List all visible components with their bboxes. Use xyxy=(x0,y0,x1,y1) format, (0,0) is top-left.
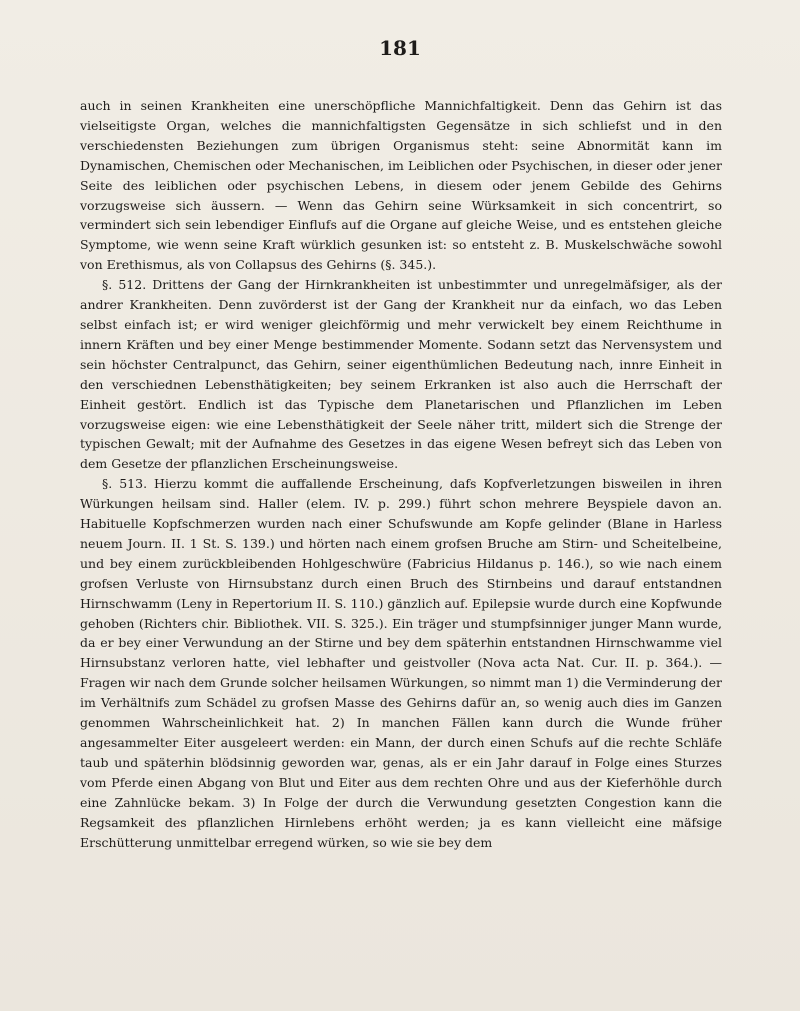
paragraph-section-512: §. 512. Drittens der Gang der Hirnkrankheiten ist unbestimmter und unregelmäfsiger, als der andrer Krankheiten. Denn zuvörderst ist der Gang der Krankheit nur da einfach, wo das Leben selbst einfach ist; er wird weniger gleichförmig und mehr verwickelt bey einem Reichthume in innern Kräften und bey einer Menge bestimmender Momente. Sodann setzt das Nervensystem und sein höchster Centralpunct, das Gehirn, seiner eigenthümlichen Bedeutung nach, innre Einheit in den verschiednen Lebensthätigkeiten; bey seinem Erkranken ist also auch die Herrschaft der Einheit gestört. Endlich ist das Typische dem Planetarischen und Pflanzlichen im Leben vorzugsweise eigen: wie eine Lebensthätigkeit der Seele näher tritt, mildert sich die Strenge der typischen Gewalt; mit der Aufnahme des Gesetzes in das eigene Wesen befreyt sich das Leben von dem Gesetze der pflanzlichen Erscheinungsweise. xyxy=(80,277,722,472)
body-text xyxy=(80,96,722,852)
page-number: 181 xyxy=(379,36,421,60)
paragraph-section-513: §. 513. Hierzu kommt die auffallende Erscheinung, dafs Kopfverletzungen bisweilen in ihren Würkungen heilsam sind. Haller (elem. IV. p. 299.) führt schon mehrere Beyspiele davon an. Habituelle Kopfschmerzen wurden nach einer Schufswunde am Kopfe gelinder (Blane in Harless neuem Journ. II. 1 St. S. 139.) und hörten nach einem grofsen Bruche am Stirn- und Scheitelbeine, und bey einem zurückbleibenden Hohlgeschwüre (Fabricius Hildanus p. 146.), so wie nach einem grofsen Verluste von Hirnsubstanz durch einen Bruch des Stirnbeins und darauf entstandnen Hirnschwamm (Leny in Repertorium II. S. 110.) gänzlich auf. Epilepsie wurde durch eine Kopfwunde gehoben (Richters chir. Bibliothek. VII. S. 325.). Ein träger und stumpfsinniger junger Mann wurde, da er bey einer Verwundung an der Stirne und bey dem späterhin entstandnen Hirnschwamme viel Hirnsubstanz verloren hatte, viel lebhafter und geistvoller (Nova acta Nat. Cur. II. p. 364.). — Fragen wir nach dem Grunde solcher heilsamen Würkungen, so nimmt man 1) die Verminderung der im Verhältnifs zum Schädel zu grofsen Masse des Gehirns dafür an, so wenig auch dies im Ganzen genommen Wahrscheinlichkeit hat. 2) In manchen Fällen kann durch die Wunde früher angesammelter Eiter ausgeleert werden: ein Mann, der durch einen Schufs auf die rechte Schläfe taub und späterhin blödsinnig geworden war, genas, als er ein Jahr darauf in Folge eines Sturzes vom Pferde einen Abgang von Blut und Eiter aus dem rechten Ohre und aus der Kieferhöhle durch eine Zahnlücke bekam. 3) In Folge der durch die Verwundung gesetzten Congestion kann die Regsamkeit des pflanzlichen Hirnlebens erhöht werden; ja es kann vielleicht eine mäfsige Erschütterung unmittelbar erregend würken, so wie sie bey dem xyxy=(80,476,722,850)
paragraph-continuation: auch in seinen Krankheiten eine unerschöpfliche Mannichfaltigkeit. Denn das Gehirn ist das vielseitigste Organ, welches die mannichfaltigsten Gegensätze in sich schliefst und in den verschiedensten Beziehungen zum übrigen Organismus steht: seine Abnormität kann im Dynamischen, Chemischen oder Mechanischen, im Leiblichen oder Psychischen, in dieser oder jener Seite des leiblichen oder psychischen Lebens, in diesem oder jenem Gebilde des Gehirns vorzugsweise sich äussern. — Wenn das Gehirn seine Würksamkeit in sich concentrirt, so vermindert sich sein lebendiger Einflufs auf die Organe auf gleiche Weise, und es entstehen gleiche Symptome, wie wenn seine Kraft würklich gesunken ist: so entsteht z. B. Muskelschwäche sowohl von Erethismus, als von Collapsus des Gehirns (§. 345.). xyxy=(80,98,722,273)
